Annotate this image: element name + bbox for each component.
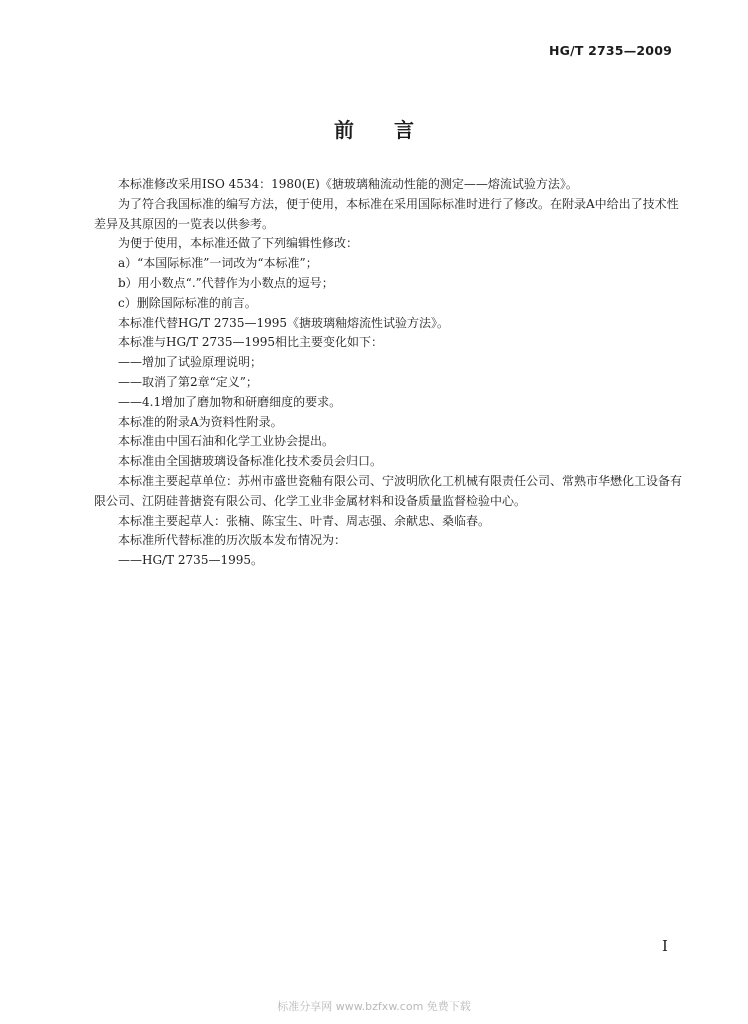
page-number: I [662,937,668,955]
paragraph-centralized-by: 本标准由全国搪玻璃设备标准化技术委员会归口。 [118,454,383,469]
paragraph-history-intro: 本标准所代替标准的历次版本发布情况为： [118,533,347,548]
change-item-definition: ——取消了第2章“定义”； [118,374,258,389]
footer-watermark: 标准分享网 www.bzfxw.com 免费下载 [277,1000,471,1013]
list-item-c: c）删除国际标准的前言。 [118,295,257,310]
change-item-fineness: ——4.1增加了磨加物和研磨细度的要求。 [118,394,342,409]
list-item-b: b）用小数点“.”代替作为小数点的逗号； [118,275,334,290]
paragraph-replaces: 本标准代替HG/T 2735—1995《搪玻璃釉熔流性试验方法》。 [118,315,449,330]
list-item-a: a）“本国际标准”一词改为“本标准”； [118,256,318,271]
paragraph-drafters: 本标准主要起草人：张楠、陈宝生、叶青、周志强、余献忠、桑临春。 [118,513,491,528]
paragraph-annex: 本标准的附录A为资料性附录。 [118,414,283,429]
standard-code: HG/T 2735—2009 [548,43,672,58]
paragraph-modification: 为了符合我国标准的编写方法，便于使用，本标准在采用国际标准时进行了修改。在附录A中给出了技术性差异及其原因的一览表以供参考。 [94,196,679,231]
paragraph-proposed-by: 本标准由中国石油和化学工业协会提出。 [118,434,335,449]
paragraph-adoption: 本标准修改采用ISO 4534：1980(E)《搪玻璃釉流动性能的测定——熔流试验方法》。 [118,177,578,191]
foreword-body [94,175,684,571]
change-item-principle: ——增加了试验原理说明； [118,355,263,370]
page-title: 前 言 [334,118,414,142]
paragraph-drafting-units: 本标准主要起草单位：苏州市盛世瓷釉有限公司、宁波明欣化工机械有限责任公司、常熟市华懋化工设备有限公司、江阴硅普搪瓷有限公司、化学工业非金属材料和设备质量监督检验中心。 [94,473,683,508]
paragraph-editorial-intro: 为便于使用，本标准还做了下列编辑性修改： [118,236,359,251]
history-item: ——HG/T 2735—1995。 [118,553,263,568]
paragraph-changes-intro: 本标准与HG/T 2735—1995相比主要变化如下： [118,335,383,350]
